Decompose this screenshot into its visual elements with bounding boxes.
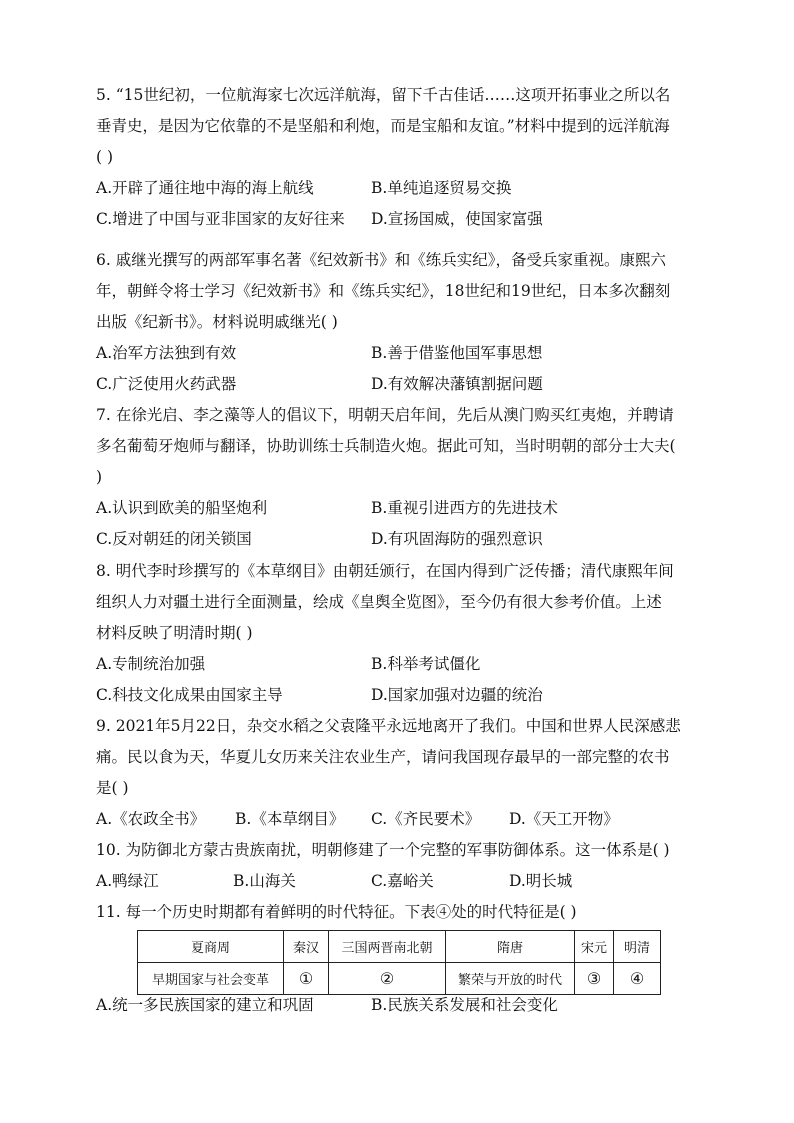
option-a: A.《农政全书》 [96,810,206,828]
table-header-row [138,931,661,963]
option-c: C.《齐民要术》 [371,810,481,828]
question-stem-line: 5. “15世纪初，一位航海家七次远洋航海，留下千古佳话……这项开拓事业之所以名 [96,86,671,104]
option-c: C.科技文化成果由国家主导 [96,686,283,704]
question-10 [96,835,708,897]
table-cell: 繁荣与开放的时代 [446,963,575,995]
option-row [96,649,708,680]
option-row [96,338,708,369]
table-cell: ③ [575,963,614,995]
table-cell: ② [329,963,446,995]
option-d: D.宣扬国威，使国家富强 [371,210,543,228]
table-header-cell: 宋元 [575,931,614,963]
option-b: B.民族关系发展和社会变化 [371,996,558,1014]
question-5 [96,80,708,235]
option-b: B.《本草纲目》 [235,810,345,828]
option-row [96,990,708,1021]
table-header-cell: 明清 [614,931,661,963]
option-row [96,524,708,555]
question-stem-line: 垂青史，是因为它依靠的不是坚船和利炮，而是宝船和友谊。”材料中提到的远洋航海 [96,117,670,135]
option-row [96,369,708,400]
question-stem-line: ( ) [96,148,114,166]
question-stem-line: 组织人力对疆土进行全面测量，绘成《皇舆全览图》，至今仍有很大参考价值。上述 [96,593,662,611]
option-a: A.治军方法独到有效 [96,344,237,362]
question-11-options [96,990,708,1021]
table-cell: ④ [614,963,661,995]
option-row [96,680,708,711]
table-header-cell: 秦汉 [284,931,329,963]
table-cell: ① [284,963,329,995]
question-7 [96,400,708,555]
question-9 [96,711,708,835]
option-d: D.《天工开物》 [509,810,619,828]
option-row [96,204,708,235]
question-stem-line: 8. 明代李时珍撰写的《本草纲目》由朝廷颁行，在国内得到广泛传播；清代康熙年间 [96,562,674,580]
option-d: D.国家加强对边疆的统治 [371,686,543,704]
question-stem-line: 材料反映了明清时期( ) [96,624,253,642]
option-d: D.明长城 [509,872,573,890]
option-row [96,173,708,204]
option-d: D.有效解决藩镇割据问题 [371,375,543,393]
question-8 [96,556,708,711]
table-header-cell: 夏商周 [138,931,284,963]
option-d: D.有巩固海防的强烈意识 [371,530,543,548]
era-table [137,930,661,995]
table-header-cell: 隋唐 [446,931,575,963]
question-stem-line: 11. 每一个历史时期都有着鲜明的时代特征。下表④处的时代特征是( ) [96,903,577,921]
option-c: C.广泛使用火药武器 [96,375,237,393]
option-c: C.反对朝廷的闭关锁国 [96,530,252,548]
option-b: B.重视引进西方的先进技术 [371,499,558,517]
question-stem-line: 痛。民以食为天，华夏儿女历来关注农业生产，请问我国现存最早的一部完整的农书 [96,748,670,766]
option-a: A.鸭绿江 [96,872,159,890]
option-row [96,493,708,524]
question-stem-line: 多名葡萄牙炮师与翻译，协助训练士兵制造火炮。据此可知，当时明朝的部分士大夫( [96,437,676,455]
option-b: B.科举考试僵化 [371,655,481,673]
question-stem-line: 是( ) [96,779,129,797]
option-c: C.嘉峪关 [371,872,434,890]
question-11 [96,897,708,928]
table-header-cell: 三国两晋南北朝 [329,931,446,963]
question-stem-line: ) [96,468,103,486]
question-stem-line: 7. 在徐光启、李之藻等人的倡议下，明朝天启年间，先后从澳门购买红夷炮，并聘请 [96,406,674,424]
option-row [96,866,708,897]
option-a: A.统一多民族国家的建立和巩固 [96,996,314,1014]
question-stem-line: 9. 2021年5月22日，杂交水稻之父袁隆平永远地离开了我们。中国和世界人民深感悲 [96,717,681,735]
question-stem-line: 6. 戚继光撰写的两部军事名著《纪效新书》和《练兵实纪》，备受兵家重视。康熙六 [96,251,666,269]
question-stem-line: 10. 为防御北方蒙古贵族南扰，明朝修建了一个完整的军事防御体系。这一体系是( ) [96,841,670,859]
table-cell: 早期国家与社会变革 [138,963,284,995]
option-a: A.开辟了通往地中海的海上航线 [96,179,314,197]
option-b: B.单纯追逐贸易交换 [371,179,512,197]
option-b: B.山海关 [233,872,296,890]
option-c: C.增进了中国与亚非国家的友好往来 [96,210,345,228]
question-stem-line: 年，朝鲜令将士学习《纪效新书》和《练兵实纪》，18世纪和19世纪，日本多次翻刻 [96,282,671,300]
option-a: A.认识到欧美的船坚炮利 [96,499,268,517]
option-b: B.善于借鉴他国军事思想 [371,344,543,362]
question-stem-line: 出版《纪新书》。材料说明戚继光( ) [96,313,338,331]
question-6 [96,245,708,400]
option-a: A.专制统治加强 [96,655,206,673]
option-row [96,804,708,835]
